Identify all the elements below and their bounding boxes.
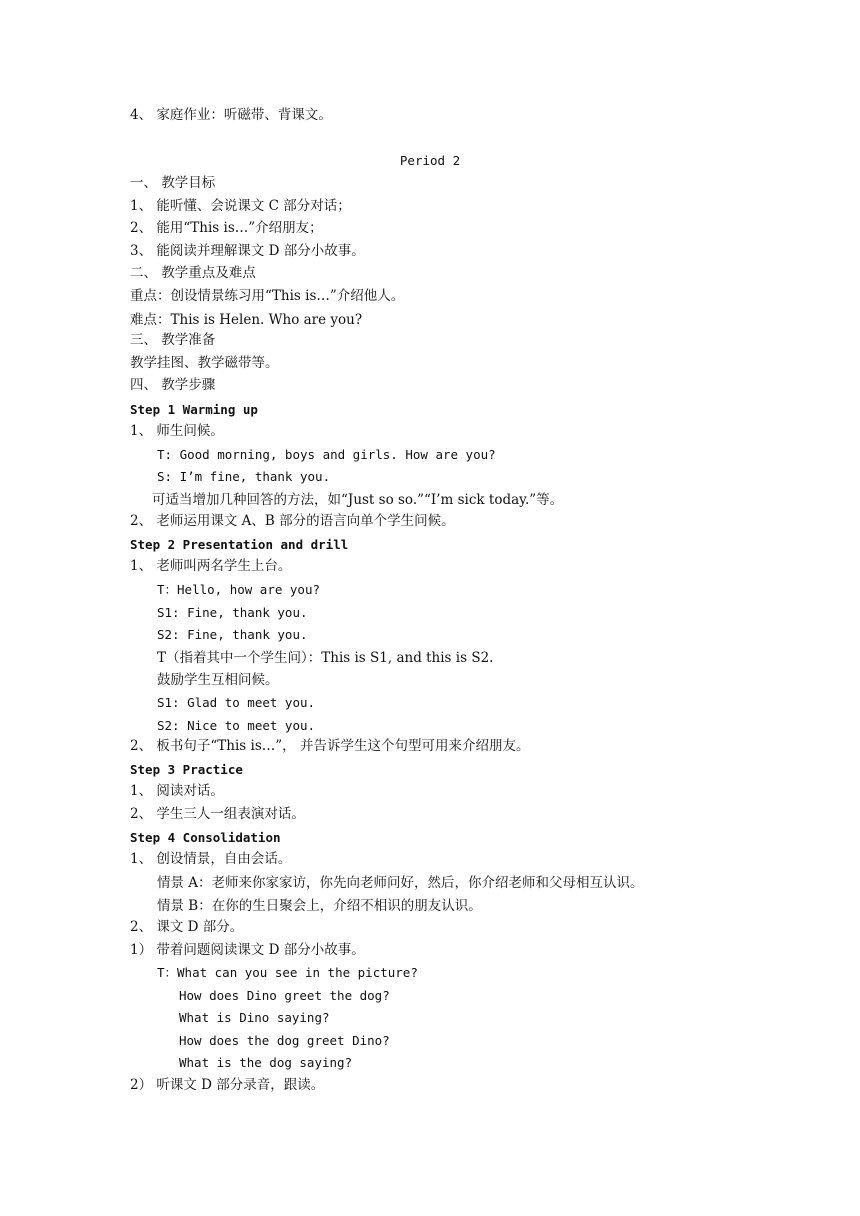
dialogue-line: S2: Nice to meet you. (157, 718, 316, 733)
section-heading-key-points: 二、 教学重点及难点 (130, 265, 256, 281)
question-line: What is Dino saying? (179, 1010, 330, 1025)
preparation-text: 教学挂图、教学磁带等。 (130, 355, 279, 371)
scenario-line: 情景 A：老师来你家家访，你先向老师问好，然后，你介绍老师和父母相互认识。 (157, 875, 644, 891)
step-item: 1、 师生问候。 (130, 423, 224, 439)
period-heading: Period 2 (399, 153, 461, 168)
dialogue-line: S1: Glad to meet you. (157, 695, 316, 710)
question-line: How does the dog greet Dino? (179, 1033, 390, 1048)
objective-item: 1、 能听懂、会说课文 C 部分对话； (130, 198, 351, 214)
dialogue-line: S2: Fine, thank you. (157, 627, 308, 642)
step-heading: Step 3 Practice (130, 762, 243, 777)
step-item: 1、 创设情景，自由会话。 (130, 851, 292, 867)
homework-item: 4、 家庭作业：听磁带、背课文。 (130, 107, 332, 123)
step-heading: Step 4 Consolidation (130, 830, 281, 845)
step-item: 2、 学生三人一组表演对话。 (130, 806, 305, 822)
dialogue-line: S1: Fine, thank you. (157, 605, 308, 620)
step-heading: Step 1 Warming up (130, 402, 258, 417)
sub-step-item: 2） 听课文 D 部分录音，跟读。 (130, 1077, 325, 1093)
step-item: 2、 课文 D 部分。 (130, 919, 244, 935)
difficult-point-text: 难点：This is Helen. Who are you? (130, 312, 363, 328)
teaching-note: 鼓励学生互相问候。 (157, 672, 279, 688)
section-heading-preparation: 三、 教学准备 (130, 332, 216, 348)
scenario-line: 情景 B：在你的生日聚会上，介绍不相识的朋友认识。 (157, 898, 482, 914)
objective-item: 2、 能用“This is…”介绍朋友； (130, 220, 323, 236)
dialogue-line: T（指着其中一个学生问）：This is S1, and this is S2. (157, 650, 494, 666)
step-item: 1、 老师叫两名学生上台。 (130, 558, 292, 574)
dialogue-line: T：Hello, how are you? (157, 582, 321, 597)
question-line: What is the dog saying? (179, 1055, 353, 1070)
dialogue-line: T: Good morning, boys and girls. How are you? (157, 447, 496, 462)
question-line: How does Dino greet the dog? (179, 988, 390, 1003)
dialogue-line: S: I’m fine, thank you. (157, 469, 331, 484)
teaching-note: 可适当增加几种回答的方法，如“Just so so.”“I’m sick today.”等。 (152, 492, 564, 508)
objective-item: 3、 能阅读并理解课文 D 部分小故事。 (130, 243, 365, 259)
step-item: 2、 老师运用课文 A、B 部分的语言向单个学生问候。 (130, 513, 455, 529)
key-point-text: 重点：创设情景练习用“This is…”介绍他人。 (130, 288, 405, 304)
section-heading-objectives: 一、 教学目标 (130, 175, 216, 191)
section-heading-steps: 四、 教学步骤 (130, 377, 216, 393)
step-item: 2、 板书句子“This is…”， 并告诉学生这个句型可用来介绍朋友。 (130, 738, 530, 754)
step-item: 1、 阅读对话。 (130, 783, 224, 799)
sub-step-item: 1） 带着问题阅读课文 D 部分小故事。 (130, 942, 365, 958)
question-line: T：What can you see in the picture? (157, 965, 418, 980)
step-heading: Step 2 Presentation and drill (130, 537, 349, 552)
